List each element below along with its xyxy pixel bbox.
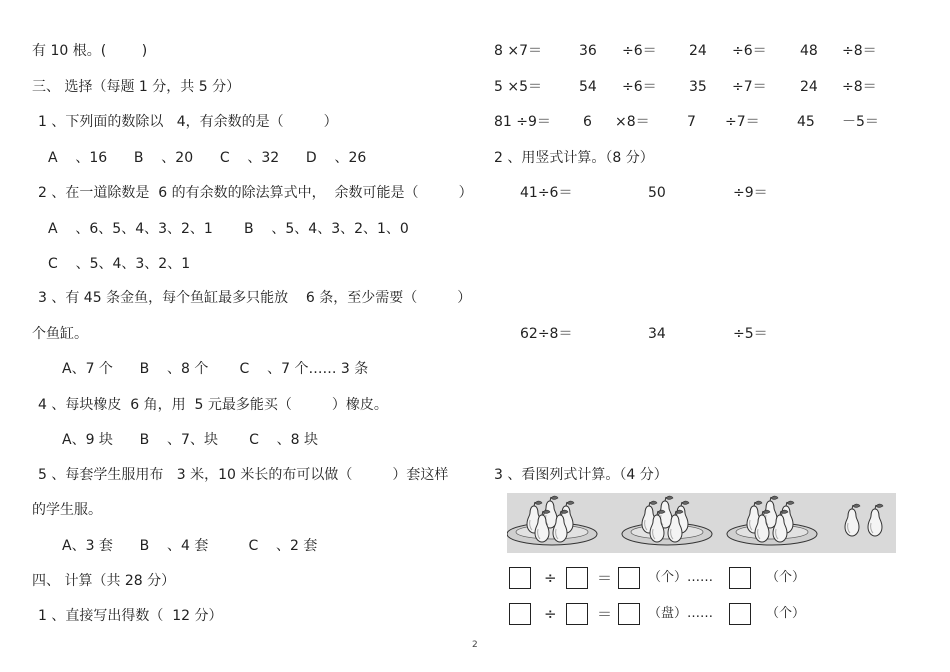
vertical-calc-row-1: [0, 184, 950, 202]
question-1-stem: 1 、下列面的数除以 4，有余数的是（ ）: [38, 114, 338, 130]
vertical-calc-cell: 41÷6＝: [520, 185, 573, 201]
oral-calc-cell: 81 ÷9＝: [494, 114, 551, 130]
vertical-calc-title: 2 、用竖式计算。（8 分）: [494, 150, 654, 166]
oral-calc-cell: 8 ×7＝: [494, 43, 542, 59]
oral-calc-row-3: [0, 113, 950, 131]
question-3-stem-line-1: 3 、有 45 条金鱼，每个鱼缸最多只能放 6 条，至少需要（ ）: [38, 290, 472, 306]
answer-box-quotient[interactable]: [618, 603, 640, 625]
equals-sign: ＝: [597, 569, 613, 587]
question-3-stem-line-2: 个鱼缸。: [32, 326, 88, 342]
oral-calc-cell: ÷8＝: [842, 79, 877, 95]
remainder-unit: （个）: [766, 570, 806, 585]
oral-calc-cell: ÷6＝: [732, 43, 767, 59]
oral-calc-cell: ÷7＝: [725, 114, 760, 130]
vertical-calc-cell: 34: [648, 326, 666, 342]
quotient-unit: （个）……: [648, 570, 714, 585]
remainder-unit: （个）: [766, 606, 806, 621]
oral-calc-cell: 24: [689, 43, 707, 59]
question-2-options-line-2: C 、5、4、3、2、1: [48, 256, 191, 272]
oral-calc-cell: 6: [583, 114, 592, 130]
answer-box-remainder[interactable]: [729, 603, 751, 625]
oral-calc-cell: 45: [797, 114, 815, 130]
continued-question-text: 有 10 根。( ): [32, 43, 148, 59]
answer-box-dividend[interactable]: [509, 567, 531, 589]
oral-calc-cell: 35: [689, 79, 707, 95]
oral-calc-cell: ×8＝: [615, 114, 650, 130]
oral-calc-cell: ÷6＝: [622, 43, 657, 59]
vertical-calc-cell: 62÷8＝: [520, 326, 573, 342]
quotient-unit: （盘）……: [648, 606, 714, 621]
question-5-stem-line-1: 5 、每套学生服用布 3 米，10 米长的布可以做（ ）套这样: [38, 467, 449, 483]
vertical-calc-cell: 50: [648, 185, 666, 201]
oral-calc-row-2: [0, 78, 950, 96]
divide-sign: ÷: [544, 605, 557, 623]
divide-sign: ÷: [544, 569, 557, 587]
equals-sign: ＝: [597, 605, 613, 623]
oral-calc-cell: ÷8＝: [842, 43, 877, 59]
oral-calc-cell: －5＝: [842, 114, 879, 130]
vertical-calc-cell: ÷5＝: [733, 326, 768, 342]
oral-calc-cell: 5 ×5＝: [494, 79, 542, 95]
answer-box-divisor[interactable]: [566, 603, 588, 625]
question-2-options-line-1: A 、6、5、4、3、2、1 B 、5、4、3、2、1、0: [48, 221, 409, 237]
oral-calc-cell: 48: [800, 43, 818, 59]
question-5-stem-line-2: 的学生服。: [32, 502, 102, 518]
oral-calc-cell: 36: [579, 43, 597, 59]
answer-box-divisor[interactable]: [566, 567, 588, 589]
question-4-options: A、9 块 B 、7、块 C 、8 块: [62, 432, 319, 448]
pears-on-plates-illustration: [507, 493, 896, 553]
vertical-calc-row-2: [0, 325, 950, 343]
question-4-stem: 4 、每块橡皮 6 角，用 5 元最多能买（ ）橡皮。: [38, 397, 388, 413]
oral-calc-row-1: [0, 42, 950, 60]
picture-calc-title: 3 、看图列式计算。（4 分）: [494, 467, 668, 483]
oral-calc-cell: ÷6＝: [622, 79, 657, 95]
section-4-title: 四、 计算（共 28 分）: [32, 573, 176, 589]
question-2-stem: 2 、在一道除数是 6 的有余数的除法算式中， 余数可能是（ ）: [38, 185, 473, 201]
answer-box-dividend[interactable]: [509, 603, 531, 625]
question-3-options: A、7 个 B 、8 个 C 、7 个…… 3 条: [62, 361, 369, 377]
page-number: 2: [472, 640, 478, 650]
vertical-calc-cell: ÷9＝: [733, 185, 768, 201]
section-3-title: 三、 选择（每题 1 分，共 5 分）: [32, 79, 241, 95]
question-1-options: A 、16 B 、20 C 、32 D 、26: [48, 150, 367, 166]
oral-calc-cell: 24: [800, 79, 818, 95]
oral-calc-cell: 7: [687, 114, 696, 130]
answer-box-remainder[interactable]: [729, 567, 751, 589]
section-4-sub-1: 1 、直接写出得数（ 12 分）: [38, 608, 223, 624]
oral-calc-cell: ÷7＝: [732, 79, 767, 95]
oral-calc-cell: 54: [579, 79, 597, 95]
answer-box-quotient[interactable]: [618, 567, 640, 589]
question-5-options: A、3 套 B 、4 套 C 、2 套: [62, 538, 318, 554]
